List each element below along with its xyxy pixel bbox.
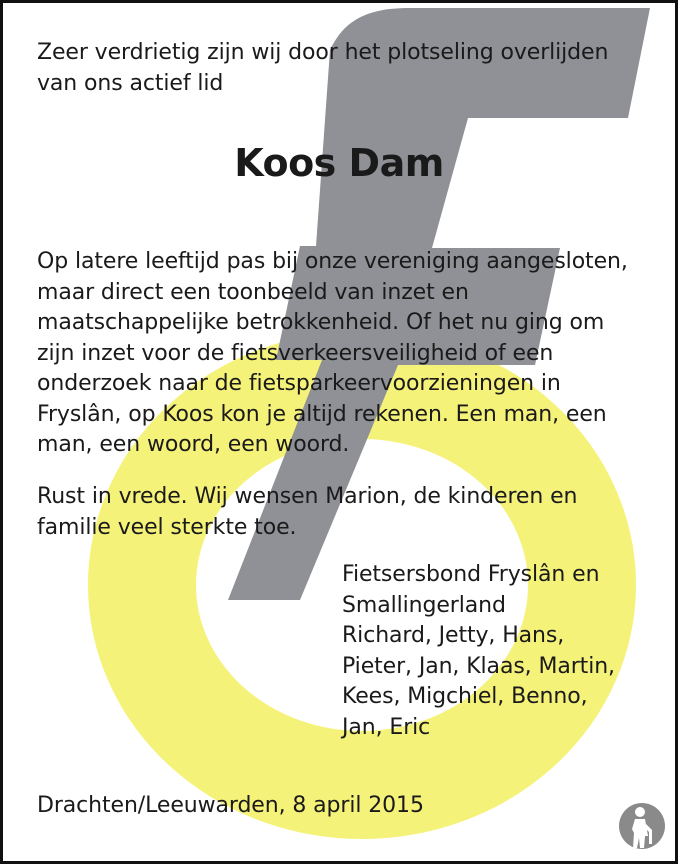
tribute-paragraph [37, 247, 647, 461]
signatory-line: Fietsersbond Fryslân en [342, 562, 600, 587]
tribute-line: onderzoek naar de fietsparkeervoorzieningen in [37, 371, 561, 396]
signatory-line: Jan, Eric [342, 714, 431, 740]
closing-line: familie veel sterkte toe. [37, 514, 297, 540]
intro-paragraph [37, 38, 647, 99]
tribute-line: zijn inzet voor de fietsverkeersveiligheid of een [37, 340, 554, 366]
signatories [342, 560, 662, 743]
signatory-line: Kees, Migchiel, Benno, [342, 684, 588, 709]
deceased-name: Koos Dam [234, 141, 444, 185]
tribute-line: Fryslân, op Koos kon je altijd rekenen. Een man, een [37, 401, 607, 427]
tribute-line: man, een woord, een woord. [37, 432, 350, 457]
tribute-line: maatschappelijke betrokkenheid. Of het nu ging om [37, 310, 605, 335]
signatory-line: Smallingerland [342, 592, 506, 618]
intro-line: Zeer verdrietig zijn wij door het plotseling overlijden [37, 40, 609, 65]
closing-paragraph [37, 482, 647, 543]
mourning-figure-icon [618, 800, 666, 852]
place-and-date: Drachten/Leeuwarden, 8 april 2015 [37, 793, 424, 818]
closing-line: Rust in vrede. Wij wensen Marion, de kinderen en [37, 484, 578, 509]
tribute-line: Op latere leeftijd pas bij onze vereniging aangesloten, [37, 249, 628, 274]
signatory-line: Pieter, Jan, Klaas, Martin, [342, 653, 615, 679]
intro-line: van ons actief lid [37, 70, 224, 96]
signatory-line: Richard, Jetty, Hans, [342, 623, 565, 648]
tribute-line: maar direct een toonbeeld van inzet en [37, 279, 469, 305]
